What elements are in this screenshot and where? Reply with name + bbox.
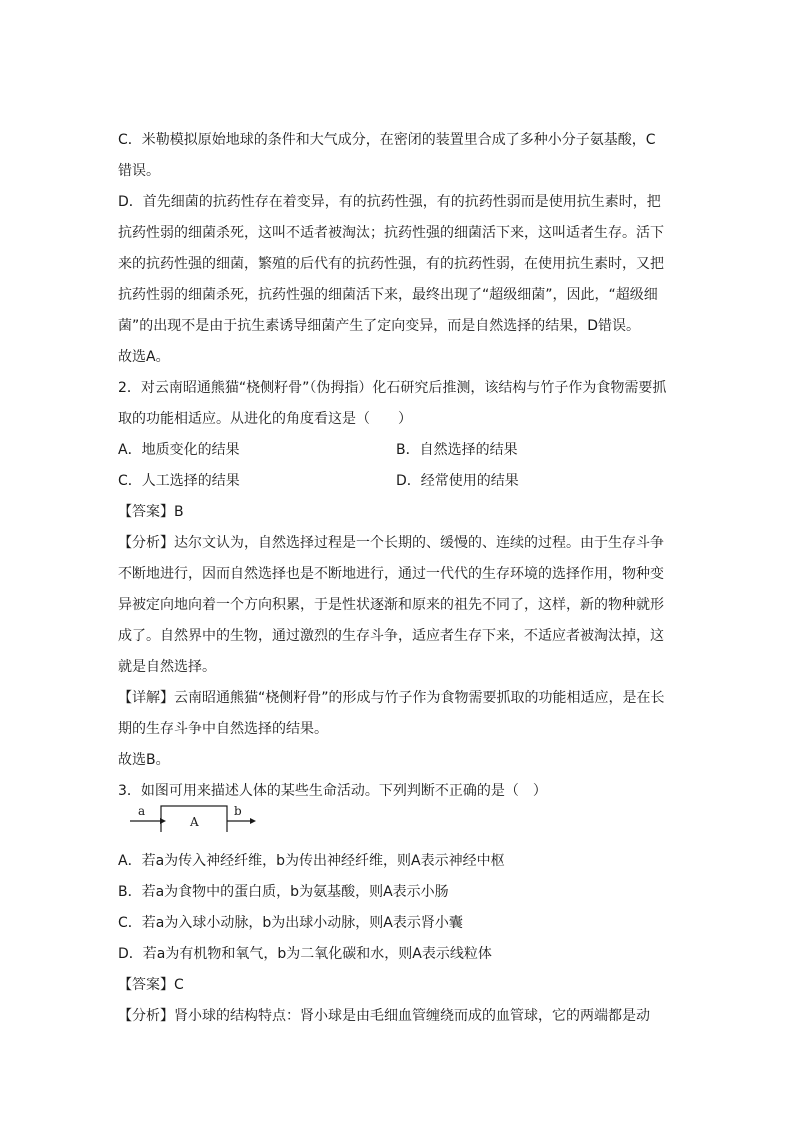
diagram-label-b: b (234, 804, 242, 818)
q2-analysis: 【分析】达尔文认为，自然选择过程是一个长期的、缓慢的、连续的过程。由于生存斗争 (118, 535, 664, 551)
question-2-stem: 2．对云南昭通熊猫“桡侧籽骨”（伪拇指）化石研究后推测，该结构与竹子作为食物需要抓 (118, 380, 667, 396)
text-line: D．首先细菌的抗药性存在着变异，有的抗药性强，有的抗药性弱而是使用抗生素时，把 (118, 194, 661, 210)
process-diagram (118, 800, 278, 832)
q3-option-c: C．若a为入球小动脉，b为出球小动脉，则A表示肾小囊 (118, 915, 463, 931)
q2-option-c: C．人工选择的结果 (118, 473, 240, 489)
q2-analysis: 成了。自然界中的生物，通过激烈的生存斗争，适应者生存下来，不适应者被淘汰掉，这 (118, 628, 664, 644)
text-line: 抗药性弱的细菌杀死，这叫不适者被淘汰；抗药性强的细菌活下来，这叫适者生存。活下 (118, 225, 664, 241)
q2-analysis: 异被定向地向着一个方向积累，于是性状逐渐和原来的祖先不同了，这样，新的物种就形 (118, 597, 664, 613)
q2-option-a: A．地质变化的结果 (118, 442, 240, 458)
output-arrow-head (250, 818, 256, 824)
q3-option-b: B．若a为食物中的蛋白质，b为氨基酸，则A表示小肠 (118, 884, 449, 900)
q2-option-d: D．经常使用的结果 (396, 473, 519, 489)
q3-analysis: 【分析】肾小球的结构特点：肾小球是由毛细血管缠绕而成的血管球，它的两端都是动 (118, 1008, 650, 1024)
q3-option-d: D．若a为有机物和氧气，b为二氧化碳和水，则A表示线粒体 (118, 946, 492, 962)
text-line: C．米勒模拟原始地球的条件和大气成分，在密闭的装置里合成了多种小分子氨基酸，C (118, 132, 656, 148)
diagram-label-a: a (138, 804, 146, 818)
question-3-stem: 3．如图可用来描述人体的某些生命活动。下列判断不正确的是（ ） (118, 783, 547, 799)
q3-answer: 【答案】C (118, 977, 184, 993)
q2-analysis: 就是自然选择。 (118, 659, 216, 675)
q2-detail: 期的生存斗争中自然选择的结果。 (118, 721, 328, 737)
diagram-label-box: A (190, 815, 199, 829)
text-line: 故选A。 (118, 349, 170, 365)
q2-choose: 故选B。 (118, 752, 170, 768)
q2-analysis: 不断地进行，因而自然选择也是不断地进行，通过一代代的生存环境的选择作用，物种变 (118, 566, 664, 582)
q2-option-b: B．自然选择的结果 (396, 442, 518, 458)
text-line: 来的抗药性强的细菌，繁殖的后代有的抗药性强，有的抗药性弱，在使用抗生素时，又把 (118, 256, 664, 272)
q2-answer: 【答案】B (118, 504, 184, 520)
q3-option-a: A．若a为传入神经纤维，b为传出神经纤维，则A表示神经中枢 (118, 853, 505, 869)
question-2-stem: 取的功能相适应。从进化的角度看这是（ ） (118, 411, 412, 427)
text-line: 菌”的出现不是由于抗生素诱导细菌产生了定向变异，而是自然选择的结果，D错误。 (118, 318, 641, 334)
text-line: 抗药性弱的细菌杀死，抗药性强的细菌活下来，最终出现了“超级细菌”，因此，“超级细 (118, 287, 658, 303)
text-line: 错误。 (118, 163, 160, 179)
q2-detail: 【详解】云南昭通熊猫“桡侧籽骨”的形成与竹子作为食物需要抓取的功能相适应，是在长 (118, 690, 665, 706)
